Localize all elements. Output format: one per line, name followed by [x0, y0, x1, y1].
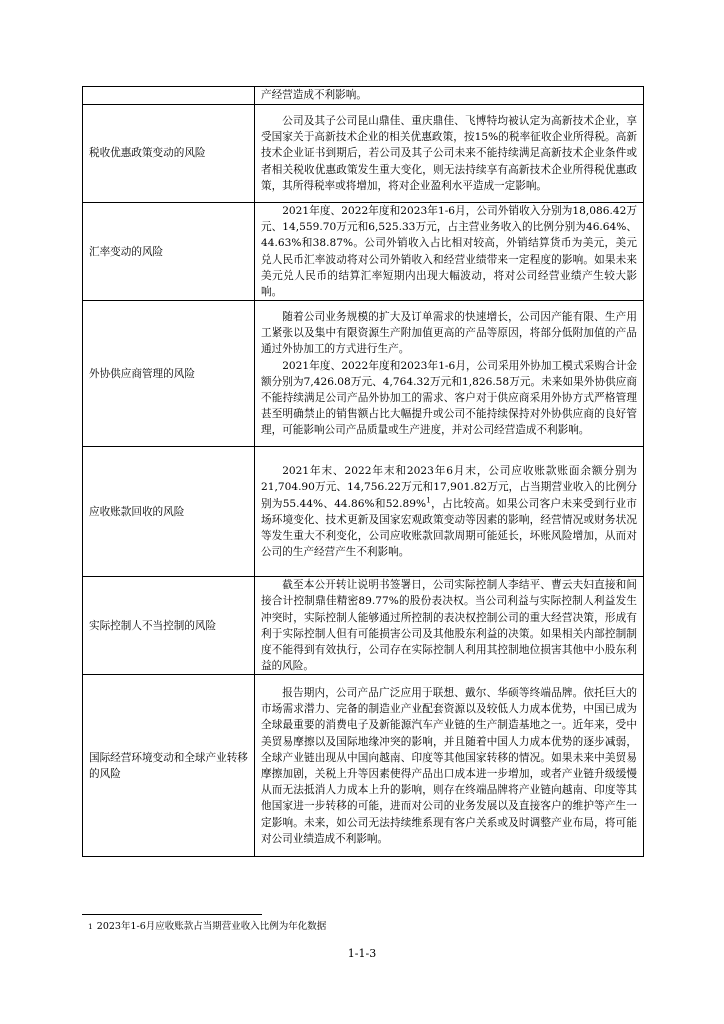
risk-name-cell: 外协供应商管理的风险	[83, 301, 255, 447]
risk-name-cell: 税收优惠政策变动的风险	[83, 105, 255, 203]
table-row	[83, 301, 644, 447]
risk-desc-cell	[255, 301, 644, 447]
risk-desc-cell	[255, 447, 644, 577]
footnote-divider	[82, 914, 262, 915]
table-row	[83, 447, 644, 577]
risk-paragraph	[261, 463, 637, 560]
risk-paragraph-part: 2021年末、2022年末和2023年6月末，公司应收账款账面余额分别为21,704.90万元、14,756.22万元和17,901.82万元，占当期营业收入的比例分别为55.44%、44.86%和52.89%	[261, 465, 637, 510]
table-row	[83, 675, 644, 857]
footnote-text: 2023年1-6月应收账款占当期营业收入比例为年化数据	[96, 921, 327, 932]
page-number: 1-1-3	[347, 947, 377, 960]
risk-paragraph: 2021年度、2022年度和2023年1-6月，公司采用外协加工模式采购合计金额分别为7,426.08万元、4,764.32万元和1,826.58万元。未来如果外协供应商不能持续满足公司产品外协加工的需求、客户对于供应商采用外协方式严格管理甚至明确禁止的销售额占比大幅提升或公司不能持续保持对外协供应商的良好管理，可能影响公司产品质量或生产进度，并对公司经营造成不利影响。	[261, 359, 637, 437]
risk-name-cell: 汇率变动的风险	[83, 203, 255, 301]
footnote-ref: 1	[426, 494, 431, 504]
risk-paragraph: 公司及其子公司昆山鼎佳、重庆鼎佳、飞博特均被认定为高新技术企业，享受国家关于高新技术企业的相关优惠政策，按15%的税率征收企业所得税。高新技术企业证书到期后，若公司及其子公司未来不能持续满足高新技术企业条件或者相关税收优惠政策发生重大变化，则无法持续享有高新技术企业所得税优惠政策，其所得税率或将增加，将对企业盈利水平造成一定影响。	[261, 114, 637, 192]
risk-desc-cell	[255, 675, 644, 857]
footnote	[88, 920, 326, 934]
table-row	[83, 87, 644, 105]
risk-name-cell	[83, 87, 255, 105]
risk-paragraph-part: ，占比较高。如果公司客户未来受到行业市场环境变化、技术更新及国家宏观政策变动等因素的影响，经营情况或财务状况等发生重大不利变化，公司应收账款回款周期可能延长，坏账风险增加，从而对公司的生产经营产生不利影响。	[261, 497, 637, 559]
risk-paragraph: 报告期内，公司产品广泛应用于联想、戴尔、华硕等终端品牌。依托巨大的市场需求潜力、完备的制造业产业配套资源以及较低人力成本优势，中国已成为全球最重要的消费电子及新能源汽车产业链的生产制造基地之一。近年来，受中美贸易摩擦以及国际地缘冲突的影响，并且随着中国人力成本优势的逐步减弱，全球产业链出现从中国向越南、印度等其他国家转移的情况。如果未来中美贸易摩擦加剧，关税上升等因素使得产品出口成本进一步增加，或者产业链升级缓慢从而无法抵消人力成本上升的影响，则存在终端品牌将产业链向越南、印度等其他国家进一步转移的可能，进而对公司的业务发展以及直接客户的维护等产生一定影响。未来，如公司无法持续维系现有客户关系或及时调整产业布局，将可能对公司业绩造成不利影响。	[261, 686, 637, 845]
risk-desc-cell	[255, 105, 644, 203]
table-row	[83, 105, 644, 203]
table-row	[83, 577, 644, 675]
risk-paragraph: 截至本公开转让说明书签署日，公司实际控制人李结平、曹云夫妇直接和间接合计控制鼎佳精密89.77%的股份表决权。当公司利益与实际控制人利益发生冲突时，实际控制人能够通过所控制的表决权控制公司的重大经营决策，形成有利于实际控制人但有可能损害公司及其他股东利益的决策。如果相关内部控制制度不能得到有效执行，公司存在实际控制人利用其控制地位损害其他中小股东利益的风险。	[261, 579, 637, 673]
risk-name-cell: 应收账款回收的风险	[83, 447, 255, 577]
risk-paragraph: 产经营造成不利影响。	[261, 89, 367, 102]
risk-table	[82, 86, 644, 857]
risk-name-cell: 实际控制人不当控制的风险	[83, 577, 255, 675]
risk-paragraph: 随着公司业务规模的扩大及订单需求的快速增长，公司因产能有限、生产用工紧张以及集中有限资源生产附加值更高的产品等原因，将部分低附加值的产品通过外协加工的方式进行生产。	[261, 310, 637, 356]
risk-paragraph: 2021年度、2022年度和2023年1-6月，公司外销收入分别为18,086.42万元、14,559.70万元和6,525.33万元，占主营业务收入的比例分别为46.64%、44.63%和38.87%。公司外销收入占比相对较高，外销结算货币为美元，美元兑人民币汇率波动将对公司外销收入和经营业绩带来一定程度的影响。如果未来美元兑人民币的结算汇率短期内出现大幅波动，将对公司经营业绩产生较大影响。	[261, 205, 637, 299]
risk-desc-cell	[255, 87, 644, 105]
footnote-mark: 1	[88, 922, 93, 931]
risk-name-cell: 国际经营环境变动和全球产业转移的风险	[83, 675, 255, 857]
table-row	[83, 203, 644, 301]
risk-desc-cell	[255, 577, 644, 675]
risk-desc-cell	[255, 203, 644, 301]
